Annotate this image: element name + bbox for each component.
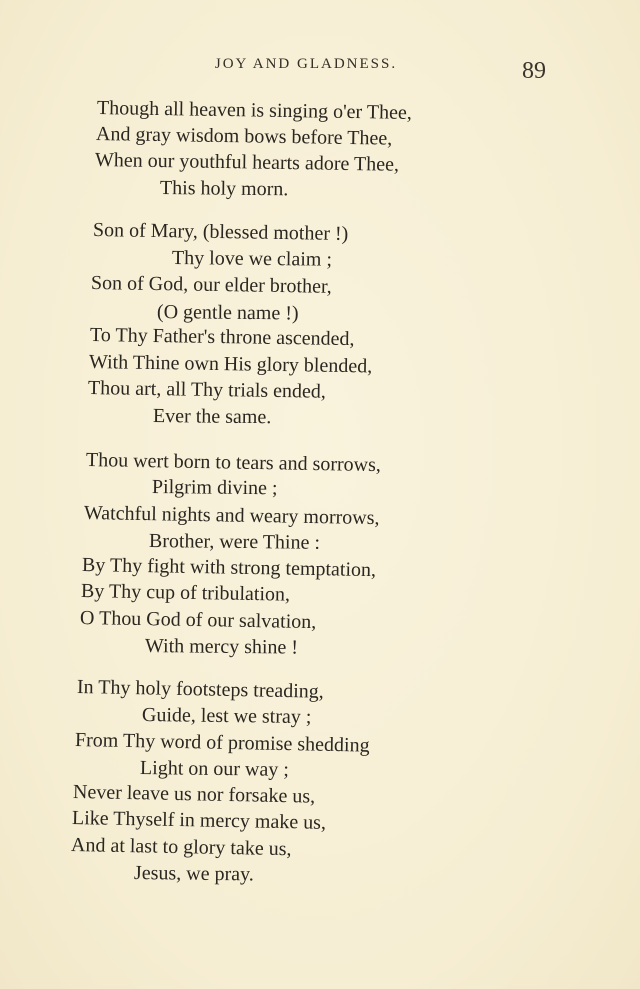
running-title: JOY AND GLADNESS. bbox=[214, 56, 398, 72]
verse-line: Thou art, all Thy trials ended, bbox=[87, 377, 327, 403]
verse-line: By Thy fight with strong temptation, bbox=[81, 554, 377, 582]
verse-line: With Thine own His glory blended, bbox=[88, 351, 373, 378]
verse-line: Watchful nights and weary morrows, bbox=[83, 502, 380, 530]
verse-line: In Thy holy footsteps treading, bbox=[76, 676, 324, 703]
verse-line: To Thy Father's throne ascended, bbox=[89, 324, 355, 351]
verse-line: With mercy shine ! bbox=[144, 635, 299, 659]
verse-line: O Thou God of our salvation, bbox=[79, 607, 317, 634]
verse-line: And gray wisdom bows before Thee, bbox=[95, 123, 393, 150]
verse-line: Son of Mary, (blessed mother !) bbox=[92, 219, 349, 246]
verse-line: Brother, were Thine : bbox=[148, 530, 321, 554]
verse-line: Thy love we claim ; bbox=[171, 247, 333, 271]
verse-line: Like Thyself in mercy make us, bbox=[71, 807, 327, 834]
verse-line: And at last to glory take us, bbox=[70, 834, 292, 861]
verse-line: Jesus, we pray. bbox=[133, 862, 254, 886]
verse-line: By Thy cup of tribulation, bbox=[80, 580, 291, 606]
verse-line: (O gentle name !) bbox=[156, 301, 299, 325]
verse-line: Thou wert born to tears and sorrows, bbox=[85, 449, 382, 477]
verse-line: From Thy word of promise shedding bbox=[74, 729, 370, 757]
verse-line: Pilgrim divine ; bbox=[151, 476, 278, 500]
verse-line: Son of God, our elder brother, bbox=[90, 272, 332, 298]
verse-line: Light on our way ; bbox=[139, 757, 289, 781]
verse-line: When our youthful hearts adore Thee, bbox=[94, 149, 400, 176]
verse-line: Guide, lest we stray ; bbox=[141, 704, 312, 729]
verse-line: Never leave us nor forsake us, bbox=[72, 781, 316, 808]
verse-line: This holy morn. bbox=[159, 177, 289, 201]
verse-line: Ever the same. bbox=[152, 405, 272, 429]
verse-line: Though all heaven is singing o'er Thee, bbox=[96, 97, 412, 124]
page-number: 89 bbox=[522, 58, 546, 84]
